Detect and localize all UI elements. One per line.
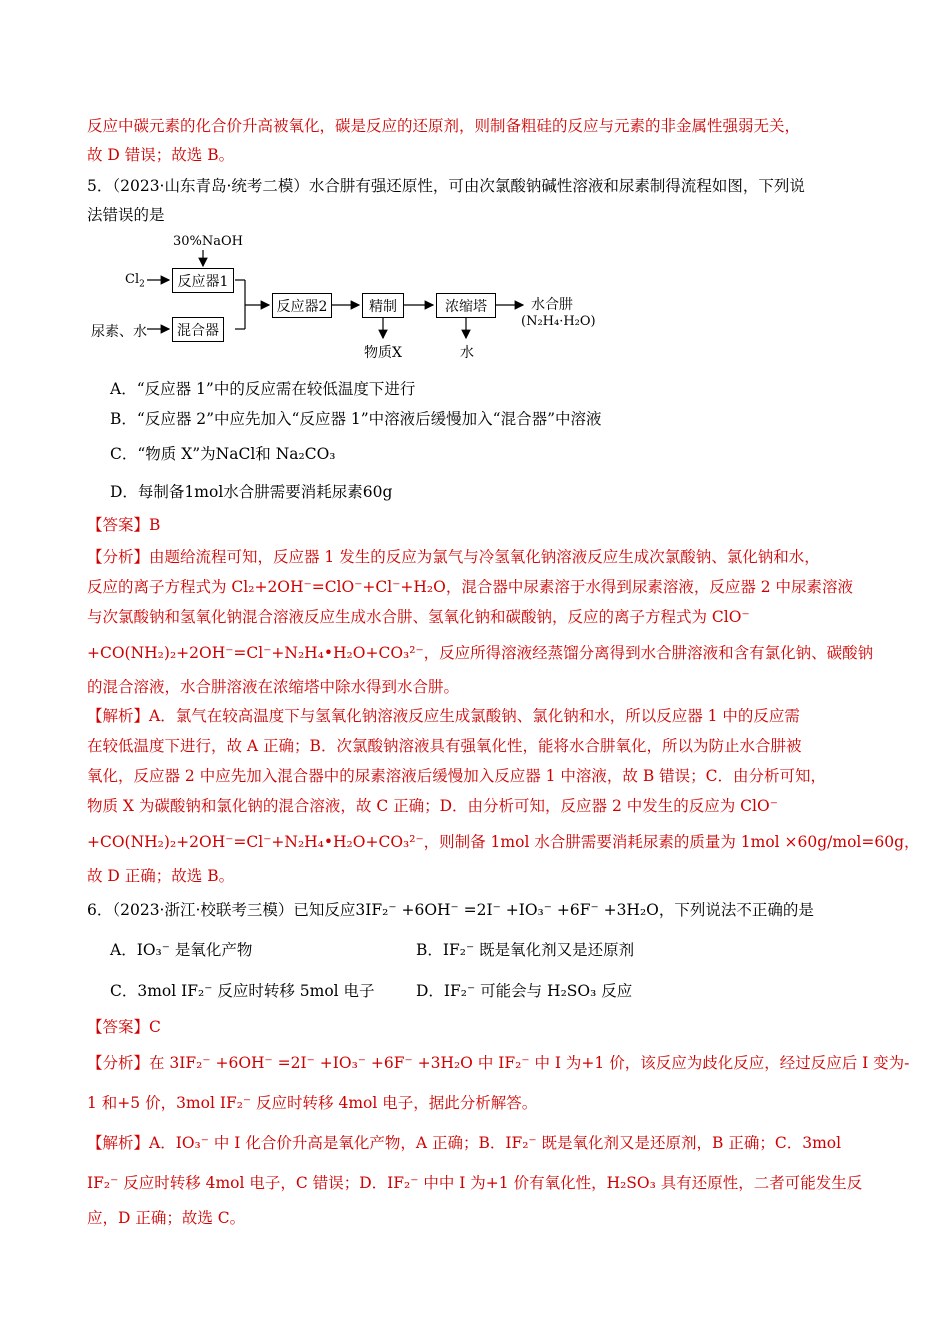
q5-analysis-line-1: 【分析】由题给流程可知，反应器 1 发生的反应为氯气与冷氢氧化钠溶液反应生成次氯酸钠、氯化钠和水， <box>87 548 820 566</box>
q5-analysis-line-3: 与次氯酸钠和氢氧化钠混合溶液反应生成水合肼、氢氧化钠和碳酸钠，反应的离子方程式为 ClO⁻ <box>87 608 750 626</box>
concentrator-box: 浓缩塔 <box>436 293 496 318</box>
urea-water-label: 尿素、水 <box>91 324 147 340</box>
cl2-label: $Cl_2$ <box>125 272 145 290</box>
q5-option-a: A．“反应器 1”中的反应需在较低温度下进行 <box>110 380 416 398</box>
q6-analysis-line-2: 1 和+5 价，3mol IF₂⁻ 反应时转移 4mol 电子，据此分析解答。 <box>87 1094 538 1112</box>
substance-x-label: 物质X <box>364 345 402 361</box>
q5-option-d: D．每制备1mol水合肼需要消耗尿素60g <box>110 483 393 501</box>
q5-option-b: B．“反应器 2”中应先加入“反应器 1”中溶液后缓慢加入“混合器”中溶液 <box>110 410 602 428</box>
prev-explain-line-2: 故 D 错误；故选 B。 <box>87 146 235 164</box>
q5-flow-diagram <box>85 232 625 362</box>
q6-explain-line-3: 应，D 正确；故选 C。 <box>87 1209 246 1227</box>
q5-explain-line-6: 故 D 正确；故选 B。 <box>87 867 235 885</box>
q6-stem: 6．（2023·浙江·校联考三模）已知反应3IF₂⁻ +6OH⁻ =2I⁻ +IO₃⁻ +6F⁻ +3H₂O，下列说法不正确的是 <box>87 901 814 919</box>
naoh-label: 30%NaOH <box>173 234 244 249</box>
q5-explain-line-5: +CO(NH₂)₂+2OH⁻=Cl⁻+N₂H₄•H₂O+CO₃²⁻，则制备 1mol 水合肼需要消耗尿素的质量为 1mol ×60g/mol=60g， <box>87 833 920 851</box>
refine-box: 精制 <box>362 293 404 318</box>
q5-option-c: C．“物质 X”为NaCl和 Na₂CO₃ <box>110 445 336 463</box>
q6-option-a: A．IO₃⁻ 是氧化产物 <box>110 941 253 959</box>
q6-analysis-line-1: 【分析】在 3IF₂⁻ +6OH⁻ =2I⁻ +IO₃⁻ +6F⁻ +3H₂O 中 IF₂⁻ 中 I 为+1 价，该反应为歧化反应，经过反应后 I 变为- <box>87 1054 910 1072</box>
q6-option-c: C．3mol IF₂⁻ 反应时转移 5mol 电子 <box>110 982 375 1000</box>
product-label: 水合肼 <box>531 297 573 313</box>
reactor-1-box: 反应器1 <box>172 268 234 293</box>
q5-analysis-line-4: +CO(NH₂)₂+2OH⁻=Cl⁻+N₂H₄•H₂O+CO₃²⁻，反应所得溶液经蒸馏分离得到水合肼溶液和含有氯化钠、碳酸钠 <box>87 644 874 662</box>
q5-explain-line-1: 【解析】A．氯气在较高温度下与氢氧化钠溶液反应生成氯酸钠、氯化钠和水，所以反应器 1 中的反应需 <box>87 707 800 725</box>
product-formula-label: (N₂H₄·H₂O) <box>521 314 596 329</box>
q6-explain-line-1: 【解析】A．IO₃⁻ 中 I 化合价升高是氧化产物，A 正确；B．IF₂⁻ 既是氧化剂又是还原剂，B 正确；C．3mol <box>87 1134 842 1152</box>
q5-stem-line-1: 5．（2023·山东青岛·统考二模）水合肼有强还原性，可由次氯酸钠碱性溶液和尿素制得流程如图，下列说 <box>87 177 805 195</box>
q5-analysis-line-2: 反应的离子方程式为 Cl₂+2OH⁻=ClO⁻+Cl⁻+H₂O，混合器中尿素溶于水得到尿素溶液，反应器 2 中尿素溶液 <box>87 578 854 596</box>
prev-explain-line-1: 反应中碳元素的化合价升高被氧化，碳是反应的还原剂，则制备粗硅的反应与元素的非金属性强弱无关， <box>87 117 801 135</box>
q5-explain-line-4: 物质 X 为碳酸钠和氯化钠的混合溶液，故 C 正确；D．由分析可知，反应器 2 中发生的反应为 ClO⁻ <box>87 797 778 815</box>
q6-answer: 【答案】C <box>87 1018 161 1036</box>
q6-explain-line-2: IF₂⁻ 反应时转移 4mol 电子，C 错误；D．IF₂⁻ 中中 I 为+1 价有氧化性，H₂SO₃ 具有还原性，二者可能发生反 <box>87 1174 863 1192</box>
q5-answer: 【答案】B <box>87 516 161 534</box>
q5-explain-line-3: 氧化，反应器 2 中应先加入混合器中的尿素溶液后缓慢加入反应器 1 中溶液，故 B 错误；C．由分析可知， <box>87 767 827 785</box>
q6-option-d: D．IF₂⁻ 可能会与 H₂SO₃ 反应 <box>416 982 633 1000</box>
q5-analysis-line-5: 的混合溶液，水合肼溶液在浓缩塔中除水得到水合肼。 <box>87 678 460 696</box>
mixer-box: 混合器 <box>172 317 224 342</box>
reactor-2-box: 反应器2 <box>272 293 332 318</box>
q6-option-b: B．IF₂⁻ 既是氧化剂又是还原剂 <box>416 941 635 959</box>
water-label: 水 <box>460 345 474 361</box>
q5-explain-line-2: 在较低温度下进行，故 A 正确；B．次氯酸钠溶液具有强氧化性，能将水合肼氧化，所以为防止水合肼被 <box>87 737 802 755</box>
q5-stem-line-2: 法错误的是 <box>87 206 165 224</box>
